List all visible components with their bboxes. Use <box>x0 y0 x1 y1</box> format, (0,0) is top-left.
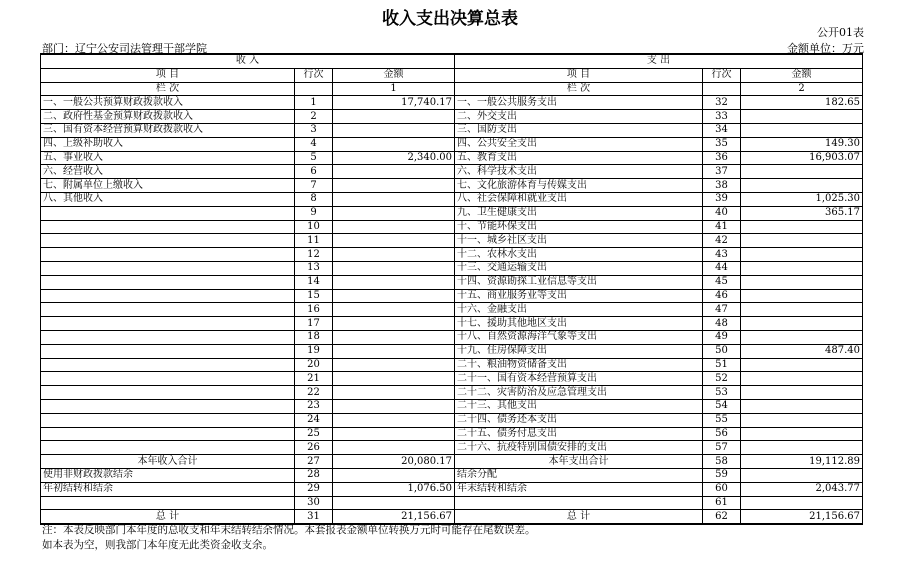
expense-item: 二十二、灾害防治及应急管理支出 <box>455 386 703 400</box>
income-amount <box>333 206 455 220</box>
income-column-number: 1 <box>333 82 455 96</box>
income-total-amount: 20,080.17 <box>333 455 455 469</box>
income-item <box>41 399 295 413</box>
department-label: 部门：辽宁公安司法管理干部学院 <box>42 42 207 55</box>
form-code: 公开01表 <box>817 26 864 39</box>
expense-rank: 35 <box>703 137 741 151</box>
expense-total-amount <box>741 468 863 482</box>
income-rank: 23 <box>295 399 333 413</box>
expense-rank: 56 <box>703 427 741 441</box>
unit-label: 金额单位：万元 <box>787 42 864 55</box>
income-total-rank: 31 <box>295 510 333 524</box>
expense-total-label: 本年支出合计 <box>455 455 703 469</box>
expense-column-label: 栏 次 <box>455 82 703 96</box>
income-rank-header: 行次 <box>295 68 333 82</box>
expense-amount <box>741 234 863 248</box>
income-total-rank: 30 <box>295 496 333 510</box>
table-row <box>41 413 863 427</box>
income-amount <box>333 386 455 400</box>
income-item: 七、附属单位上缴收入 <box>41 179 295 193</box>
income-rank: 2 <box>295 110 333 124</box>
income-column-label: 栏 次 <box>41 82 295 96</box>
income-amount <box>333 399 455 413</box>
income-item: 三、国有资本经营预算财政拨款收入 <box>41 123 295 137</box>
expense-item: 三、国防支出 <box>455 123 703 137</box>
income-amount <box>333 165 455 179</box>
expense-rank: 37 <box>703 165 741 179</box>
expense-item: 十二、农林水支出 <box>455 248 703 262</box>
income-item <box>41 248 295 262</box>
expense-amount <box>741 441 863 455</box>
table-row <box>41 220 863 234</box>
page-title: 收入支出决算总表 <box>382 9 518 29</box>
table-row <box>41 137 863 151</box>
expense-amount-header: 金额 <box>741 68 863 82</box>
expense-header: 支 出 <box>455 54 863 68</box>
expense-rank-header: 行次 <box>703 68 741 82</box>
expense-amount <box>741 220 863 234</box>
expense-amount <box>741 110 863 124</box>
income-rank: 9 <box>295 206 333 220</box>
expense-rank: 47 <box>703 303 741 317</box>
table-row <box>41 358 863 372</box>
income-rank: 13 <box>295 261 333 275</box>
expense-total-rank: 61 <box>703 496 741 510</box>
expense-rank: 53 <box>703 386 741 400</box>
expense-amount <box>741 123 863 137</box>
table-row <box>41 179 863 193</box>
expense-amount <box>741 386 863 400</box>
table-row <box>41 248 863 262</box>
income-rank: 5 <box>295 151 333 165</box>
expense-amount <box>741 330 863 344</box>
expense-rank: 44 <box>703 261 741 275</box>
expense-item: 十五、商业服务业等支出 <box>455 289 703 303</box>
income-amount <box>333 234 455 248</box>
income-total-amount: 21,156.67 <box>333 510 455 524</box>
income-amount <box>333 275 455 289</box>
expense-total-amount <box>741 496 863 510</box>
expense-total-label: 总 计 <box>455 510 703 524</box>
expense-item: 二十三、其他支出 <box>455 399 703 413</box>
income-item <box>41 317 295 331</box>
income-rank: 11 <box>295 234 333 248</box>
expense-amount <box>741 179 863 193</box>
income-item <box>41 261 295 275</box>
expense-item: 十四、资源勘探工业信息等支出 <box>455 275 703 289</box>
income-rank: 19 <box>295 344 333 358</box>
income-item <box>41 330 295 344</box>
income-total-label: 总 计 <box>41 510 295 524</box>
expense-item: 四、公共安全支出 <box>455 137 703 151</box>
expense-item-header: 项 目 <box>455 68 703 82</box>
expense-rank: 43 <box>703 248 741 262</box>
income-item: 一、一般公共预算财政拨款收入 <box>41 96 295 110</box>
expense-item: 十三、交通运输支出 <box>455 261 703 275</box>
income-total-rank: 27 <box>295 455 333 469</box>
table-row <box>41 110 863 124</box>
income-item <box>41 234 295 248</box>
table-row <box>41 427 863 441</box>
income-amount <box>333 441 455 455</box>
footnote-line: 如本表为空，则我部门本年度无此类资金收支余。 <box>42 539 273 551</box>
expense-rank: 49 <box>703 330 741 344</box>
income-item: 六、经营收入 <box>41 165 295 179</box>
income-amount <box>333 179 455 193</box>
expense-amount: 16,903.07 <box>741 151 863 165</box>
expense-amount: 365.17 <box>741 206 863 220</box>
income-amount <box>333 248 455 262</box>
expense-rank: 39 <box>703 192 741 206</box>
income-total-label: 本年收入合计 <box>41 455 295 469</box>
expense-item: 七、文化旅游体育与传媒支出 <box>455 179 703 193</box>
table-row <box>41 123 863 137</box>
income-total-label: 使用非财政拨款结余 <box>41 468 295 482</box>
expense-item: 十一、城乡社区支出 <box>455 234 703 248</box>
table-row <box>41 303 863 317</box>
expense-total-label: 年末结转和结余 <box>455 482 703 496</box>
expense-item: 十、节能环保支出 <box>455 220 703 234</box>
expense-rank: 32 <box>703 96 741 110</box>
expense-amount <box>741 317 863 331</box>
income-total-amount <box>333 468 455 482</box>
income-item: 二、政府性基金预算财政拨款收入 <box>41 110 295 124</box>
expense-rank: 34 <box>703 123 741 137</box>
expense-total-amount: 21,156.67 <box>741 510 863 524</box>
income-amount <box>333 303 455 317</box>
income-amount <box>333 413 455 427</box>
income-total-label: 年初结转和结余 <box>41 482 295 496</box>
expense-amount <box>741 248 863 262</box>
income-total-amount <box>333 496 455 510</box>
expense-rank: 55 <box>703 413 741 427</box>
expense-item: 十八、自然资源海洋气象等支出 <box>455 330 703 344</box>
expense-rank: 45 <box>703 275 741 289</box>
expense-item: 十六、金融支出 <box>455 303 703 317</box>
expense-rank: 38 <box>703 179 741 193</box>
expense-total-label: 结余分配 <box>455 468 703 482</box>
expense-rank: 46 <box>703 289 741 303</box>
table-row <box>41 330 863 344</box>
income-item <box>41 427 295 441</box>
table-row <box>41 192 863 206</box>
expense-total-amount: 2,043.77 <box>741 482 863 496</box>
table-row <box>41 234 863 248</box>
income-amount: 17,740.17 <box>333 96 455 110</box>
header-row-section <box>41 54 863 68</box>
expense-total-rank: 60 <box>703 482 741 496</box>
expense-item: 十七、援助其他地区支出 <box>455 317 703 331</box>
income-item <box>41 344 295 358</box>
income-amount <box>333 289 455 303</box>
income-amount <box>333 427 455 441</box>
income-item: 五、事业收入 <box>41 151 295 165</box>
expense-rank: 48 <box>703 317 741 331</box>
income-rank: 25 <box>295 427 333 441</box>
income-rank: 6 <box>295 165 333 179</box>
income-total-rank: 28 <box>295 468 333 482</box>
income-rank: 16 <box>295 303 333 317</box>
expense-amount <box>741 303 863 317</box>
expense-total-rank: 59 <box>703 468 741 482</box>
income-expense-table <box>40 53 863 525</box>
table-row <box>41 261 863 275</box>
expense-amount <box>741 275 863 289</box>
income-item: 四、上级补助收入 <box>41 137 295 151</box>
table-row <box>41 317 863 331</box>
total-row <box>41 455 863 469</box>
income-rank-blank <box>295 82 333 96</box>
income-item <box>41 413 295 427</box>
income-rank: 3 <box>295 123 333 137</box>
income-item <box>41 386 295 400</box>
expense-rank-blank <box>703 82 741 96</box>
expense-amount <box>741 165 863 179</box>
income-rank: 18 <box>295 330 333 344</box>
expense-rank: 50 <box>703 344 741 358</box>
income-amount <box>333 137 455 151</box>
expense-rank: 52 <box>703 372 741 386</box>
expense-amount: 1,025.30 <box>741 192 863 206</box>
income-amount <box>333 261 455 275</box>
table-row <box>41 165 863 179</box>
expense-rank: 51 <box>703 358 741 372</box>
expense-item: 十九、住房保障支出 <box>455 344 703 358</box>
expense-item: 二十五、债务付息支出 <box>455 427 703 441</box>
expense-rank: 36 <box>703 151 741 165</box>
income-item <box>41 206 295 220</box>
expense-amount <box>741 261 863 275</box>
table-row <box>41 206 863 220</box>
expense-amount <box>741 358 863 372</box>
total-row <box>41 468 863 482</box>
income-amount <box>333 358 455 372</box>
income-rank: 21 <box>295 372 333 386</box>
expense-amount <box>741 427 863 441</box>
income-amount <box>333 330 455 344</box>
income-rank: 10 <box>295 220 333 234</box>
expense-rank: 40 <box>703 206 741 220</box>
expense-item: 一、一般公共服务支出 <box>455 96 703 110</box>
income-rank: 20 <box>295 358 333 372</box>
income-amount <box>333 344 455 358</box>
expense-item: 二十、粮油物资储备支出 <box>455 358 703 372</box>
expense-rank: 42 <box>703 234 741 248</box>
expense-item: 二、外交支出 <box>455 110 703 124</box>
header-row-column-index <box>41 82 863 96</box>
income-item-header: 项 目 <box>41 68 295 82</box>
income-rank: 7 <box>295 179 333 193</box>
income-rank: 1 <box>295 96 333 110</box>
income-item <box>41 289 295 303</box>
expense-amount <box>741 399 863 413</box>
income-rank: 15 <box>295 289 333 303</box>
income-item <box>41 220 295 234</box>
expense-amount <box>741 289 863 303</box>
income-rank: 24 <box>295 413 333 427</box>
expense-item: 二十六、抗疫特别国债安排的支出 <box>455 441 703 455</box>
income-total-amount: 1,076.50 <box>333 482 455 496</box>
expense-rank: 57 <box>703 441 741 455</box>
income-total-rank: 29 <box>295 482 333 496</box>
expense-amount <box>741 372 863 386</box>
header-row-columns <box>41 68 863 82</box>
expense-total-rank: 62 <box>703 510 741 524</box>
expense-amount <box>741 413 863 427</box>
expense-amount: 149.30 <box>741 137 863 151</box>
income-item: 八、其他收入 <box>41 192 295 206</box>
income-rank: 17 <box>295 317 333 331</box>
income-rank: 12 <box>295 248 333 262</box>
income-amount <box>333 110 455 124</box>
expense-amount: 487.40 <box>741 344 863 358</box>
expense-rank: 33 <box>703 110 741 124</box>
expense-total-amount: 19,112.89 <box>741 455 863 469</box>
expense-amount: 182.65 <box>741 96 863 110</box>
income-amount <box>333 372 455 386</box>
expense-item: 六、科学技术支出 <box>455 165 703 179</box>
table-row <box>41 399 863 413</box>
income-amount <box>333 192 455 206</box>
total-row <box>41 496 863 510</box>
income-item <box>41 275 295 289</box>
table-row <box>41 372 863 386</box>
table-row <box>41 441 863 455</box>
expense-item: 八、社会保障和就业支出 <box>455 192 703 206</box>
total-row <box>41 482 863 496</box>
table-row <box>41 96 863 110</box>
income-amount <box>333 123 455 137</box>
income-amount-header: 金额 <box>333 68 455 82</box>
income-item <box>41 303 295 317</box>
table-row <box>41 289 863 303</box>
income-rank: 22 <box>295 386 333 400</box>
expense-total-rank: 58 <box>703 455 741 469</box>
expense-total-label <box>455 496 703 510</box>
table-row <box>41 275 863 289</box>
table-row <box>41 386 863 400</box>
expense-item: 九、卫生健康支出 <box>455 206 703 220</box>
expense-item: 二十四、债务还本支出 <box>455 413 703 427</box>
income-item <box>41 441 295 455</box>
income-amount: 2,340.00 <box>333 151 455 165</box>
expense-item: 二十一、国有资本经营预算支出 <box>455 372 703 386</box>
expense-item: 五、教育支出 <box>455 151 703 165</box>
expense-rank: 54 <box>703 399 741 413</box>
income-rank: 8 <box>295 192 333 206</box>
income-rank: 26 <box>295 441 333 455</box>
expense-rank: 41 <box>703 220 741 234</box>
footnotes <box>42 523 536 553</box>
income-amount <box>333 317 455 331</box>
income-item <box>41 372 295 386</box>
income-rank: 14 <box>295 275 333 289</box>
expense-column-number: 2 <box>741 82 863 96</box>
income-amount <box>333 220 455 234</box>
income-total-label <box>41 496 295 510</box>
table-row <box>41 151 863 165</box>
income-header: 收 入 <box>41 54 455 68</box>
footnote-line: 注：本表反映部门本年度的总收支和年末结转结余情况。本套报表金额单位转换万元时可能存在尾数误差。 <box>42 524 536 536</box>
total-row <box>41 510 863 524</box>
income-item <box>41 358 295 372</box>
income-rank: 4 <box>295 137 333 151</box>
table-row <box>41 344 863 358</box>
